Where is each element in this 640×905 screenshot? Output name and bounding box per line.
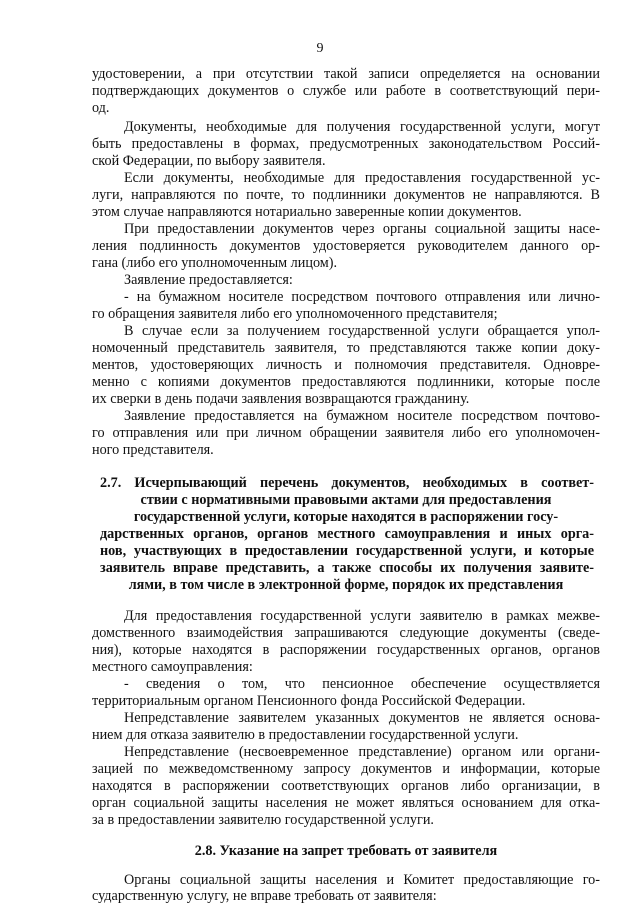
text-line: сударственную услугу, не вправе требовать от заявителя: <box>92 888 437 904</box>
text-line: ления подлинность документов удостоверяется руководителем данного ор- <box>92 238 600 254</box>
text-line: - сведения о том, что пенсионное обеспечение осуществляется <box>124 676 600 692</box>
text-line: номоченный представитель заявителя, то представляются также копии доку- <box>92 340 600 356</box>
text-line: ного представителя. <box>92 442 214 458</box>
text-line: ской Федерации, по выбору заявителя. <box>92 153 326 169</box>
text-line: Документы, необходимые для получения государственной услуги, могут <box>124 119 600 135</box>
text-line: домственного взаимодействия запрашиваются следующие документы (сведе- <box>92 625 600 641</box>
section-heading: 2.8. Указание на запрет требовать от заявителя <box>194 843 498 859</box>
text-line: подтверждающих документов о службе или работе в соответствующий пери- <box>92 83 600 99</box>
text-line: од. <box>92 100 110 116</box>
section-heading: дарственных органов, органов местного самоуправления и иных орга- <box>100 526 594 542</box>
text-line: Непредставление заявителем указанных документов не является основа- <box>124 710 600 726</box>
text-line: го отправления или при личном обращении заявителя либо его уполномочен- <box>92 425 600 441</box>
text-line: В случае если за получением государственной услуги обращается упол- <box>124 323 600 339</box>
text-line: луги, направляются по почте, то подлинники документов не направляются. В <box>92 187 600 203</box>
text-line: ментов, удостоверяющих личность и полномочия представителя. Одновре- <box>92 357 600 373</box>
text-line: - на бумажном носителе посредством почтового отправления или лично- <box>124 289 600 305</box>
section-heading: заявитель вправе представить, а также способы их получения заявите- <box>100 560 594 576</box>
section-heading: 2.7. Исчерпывающий перечень документов, необходимых в соответ- <box>100 475 594 491</box>
text-line: нием для отказа заявителю в предоставлении государственной услуги. <box>92 727 519 743</box>
text-line: Непредставление (несвоевременное представление) органом или органи- <box>124 744 600 760</box>
text-line: ния), которые находятся в распоряжении государственных органов, органов <box>92 642 600 658</box>
page-number: 9 <box>316 41 324 56</box>
text-line: При предоставлении документов через органы социальной защиты насе- <box>124 221 600 237</box>
text-line: Для предоставления государственной услуги заявителю в рамках межве- <box>124 608 600 624</box>
text-line: местного самоуправления: <box>92 659 253 675</box>
section-heading: лями, в том числе в электронной форме, порядок их представления <box>128 577 564 593</box>
text-line: удостоверении, а при отсутствии такой записи определяется на основании <box>92 66 600 82</box>
text-line: гана (либо его уполномоченным лицом). <box>92 255 338 271</box>
section-heading: государственной услуги, которые находятся в распоряжении госу- <box>133 509 559 525</box>
text-line: этом случае направляются нотариально заверенные копии документов. <box>92 204 522 220</box>
text-line: Органы социальной защиты населения и Комитет предоставляющие го- <box>124 872 600 888</box>
text-line: менно с копиями документов предоставляются подлинники, которые после <box>92 374 600 390</box>
text-line: за в предоставлении заявителю государственной услуги. <box>92 812 434 828</box>
text-line: находятся в распоряжении соответствующих органов либо организации, в <box>92 778 600 794</box>
text-line: Заявление предоставляется на бумажном носителе посредством почтово- <box>124 408 600 424</box>
text-line: зацией по межведомственному запросу документов и информации, которые <box>92 761 600 777</box>
section-heading: нов, участвующих в предоставлении государственной услуги, и которые <box>100 543 594 559</box>
text-line: го обращения заявителя либо его уполномоченного представителя; <box>92 306 498 322</box>
text-line: Заявление предоставляется: <box>124 272 293 288</box>
section-heading: ствии с нормативными правовыми актами для предоставления <box>140 492 552 508</box>
text-line: их сверки в день подачи заявления возвращаются гражданину. <box>92 391 470 407</box>
text-line: территориальным органом Пенсионного фонда Российской Федерации. <box>92 693 526 709</box>
text-line: Если документы, необходимые для предоставления государственной ус- <box>124 170 600 186</box>
text-line: быть предоставлены в формах, предусмотренных законодательством Россий- <box>92 136 600 152</box>
text-line: орган социальной защиты населения не может являться основанием для отка- <box>92 795 600 811</box>
